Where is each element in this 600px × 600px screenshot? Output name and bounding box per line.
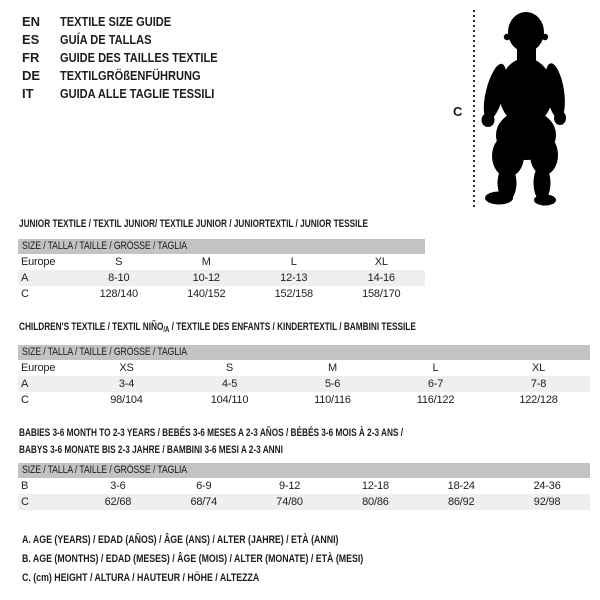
row-label: A	[21, 378, 29, 390]
table-cell: S	[115, 256, 123, 268]
table-row-c	[18, 392, 590, 408]
table-cell: 9-12	[278, 480, 301, 492]
table-cell: M	[328, 362, 337, 374]
language-row-it	[22, 85, 245, 103]
height-measure-dotted-line	[473, 10, 475, 207]
legend-line-a: A. AGE (YEARS) / EDAD (AÑOS) / ÂGE (ANS) / ALTER (JAHRE) / ETÀ (ANNI)	[22, 534, 339, 546]
table-cell: XL	[531, 362, 546, 374]
table-cell: 14-16	[367, 272, 395, 284]
table-cell: 92/98	[533, 496, 561, 508]
junior-size-table	[18, 239, 425, 302]
row-label: C	[21, 496, 29, 508]
table-cell: 6-9	[196, 480, 212, 492]
babies-size-table	[18, 463, 590, 510]
baby-silhouette	[477, 8, 579, 208]
table-cell: M	[201, 256, 211, 268]
language-title: TEXTILE SIZE GUIDE	[60, 14, 172, 29]
table-row-europe	[18, 254, 425, 270]
table-cell: 10-12	[192, 272, 220, 284]
table-cell: 128/140	[99, 288, 138, 300]
table-cell: 8-10	[108, 272, 130, 284]
row-label: C	[21, 288, 29, 300]
table-cell: L	[432, 362, 439, 374]
table-cell: 3-4	[118, 378, 135, 390]
table-cell: 3-6	[110, 480, 126, 492]
language-code: ES	[22, 32, 40, 47]
language-row-en	[22, 13, 245, 31]
row-label: C	[21, 394, 29, 406]
table-row-a	[18, 376, 590, 392]
table-cell: 4-5	[221, 378, 238, 390]
table-cell: 62/68	[104, 496, 132, 508]
table-cell: 152/158	[274, 288, 313, 300]
table-cell: 158/170	[362, 288, 401, 300]
table-cell: 104/110	[210, 394, 249, 406]
language-title: TEXTILGRÖßENFÜHRUNG	[60, 68, 201, 83]
table-cell: 5-6	[324, 378, 341, 390]
table-row-c	[18, 494, 590, 510]
table-cell: 6-7	[427, 378, 444, 390]
size-header-bar: SIZE / TALLA / TAILLE / GRÖSSE / TAGLIA	[18, 463, 590, 478]
language-code: DE	[22, 68, 41, 83]
table-cell: XL	[374, 256, 388, 268]
row-label: Europe	[21, 362, 56, 374]
language-title: GUÍA DE TALLAS	[60, 32, 152, 47]
language-row-fr	[22, 49, 245, 67]
table-cell: 68/74	[190, 496, 217, 508]
table-row-b	[18, 478, 590, 494]
language-title: GUIDE DES TAILLES TEXTILE	[60, 50, 218, 65]
children-section-title: CHILDREN'S TEXTILE / TEXTIL NIÑO/A / TEXTILE DES ENFANTS / KINDERTEXTIL / BAMBINI TESSILE	[19, 321, 416, 334]
table-cell: S	[225, 362, 234, 374]
table-cell: 122/128	[519, 394, 558, 406]
table-row-a	[18, 270, 425, 286]
language-row-es	[22, 31, 245, 49]
table-cell: 24-36	[533, 480, 561, 492]
measurement-legend	[22, 531, 449, 588]
legend-line-c: C. (cm) HEIGHT / ALTURA / HAUTEUR / HÖHE / ALTEZZA	[22, 572, 260, 584]
height-measure-label: C	[453, 104, 463, 119]
table-cell: 86/92	[447, 496, 475, 508]
children-size-table	[18, 345, 590, 408]
table-row-europe	[18, 360, 590, 376]
size-header-bar: SIZE / TALLA / TAILLE / GRÖSSE / TAGLIA	[18, 345, 590, 360]
row-label: A	[21, 272, 29, 284]
junior-section-title: JUNIOR TEXTILE / TEXTIL JUNIOR/ TEXTILE JUNIOR / JUNIORTEXTIL / JUNIOR TESSILE	[19, 218, 368, 230]
table-cell: 7-8	[530, 378, 547, 390]
language-list	[22, 13, 245, 103]
language-title: GUIDA ALLE TAGLIE TESSILI	[60, 86, 215, 101]
table-cell: 18-24	[447, 480, 475, 492]
table-cell: 140/152	[187, 288, 226, 300]
table-cell: 98/104	[110, 394, 143, 406]
table-cell: 74/80	[276, 496, 303, 508]
row-label: Europe	[21, 256, 56, 268]
table-cell: L	[290, 256, 297, 268]
row-label: B	[21, 480, 29, 492]
table-cell: XS	[119, 362, 134, 374]
gender-subscript: /A	[163, 325, 170, 334]
language-code: EN	[22, 14, 41, 29]
size-header-bar: SIZE / TALLA / TAILLE / GRÖSSE / TAGLIA	[18, 239, 425, 254]
table-cell: 12-13	[280, 272, 308, 284]
babies-section-title: BABIES 3-6 MONTH TO 2-3 YEARS / BEBÉS 3-6 MESES A 2-3 AÑOS / BÉBÉS 3-6 MOIS À 2-3 ANS / BABYS 3-6 MONATE BIS 2-3 JAHRE / BAMBINI 3-6 MESI A 2-3 ANNI	[19, 427, 404, 456]
table-cell: 116/122	[416, 394, 455, 406]
legend-line-b: B. AGE (MONTHS) / EDAD (MESES) / ÂGE (MOIS) / ALTER (MONATE) / ETÀ (MESI)	[22, 553, 364, 565]
language-row-de	[22, 67, 245, 85]
table-row-c	[18, 286, 425, 302]
table-cell: 110/116	[314, 394, 351, 406]
language-code: IT	[22, 86, 34, 101]
table-cell: 80/86	[362, 496, 389, 508]
language-code: FR	[22, 50, 40, 65]
table-cell: 12-18	[361, 480, 389, 492]
